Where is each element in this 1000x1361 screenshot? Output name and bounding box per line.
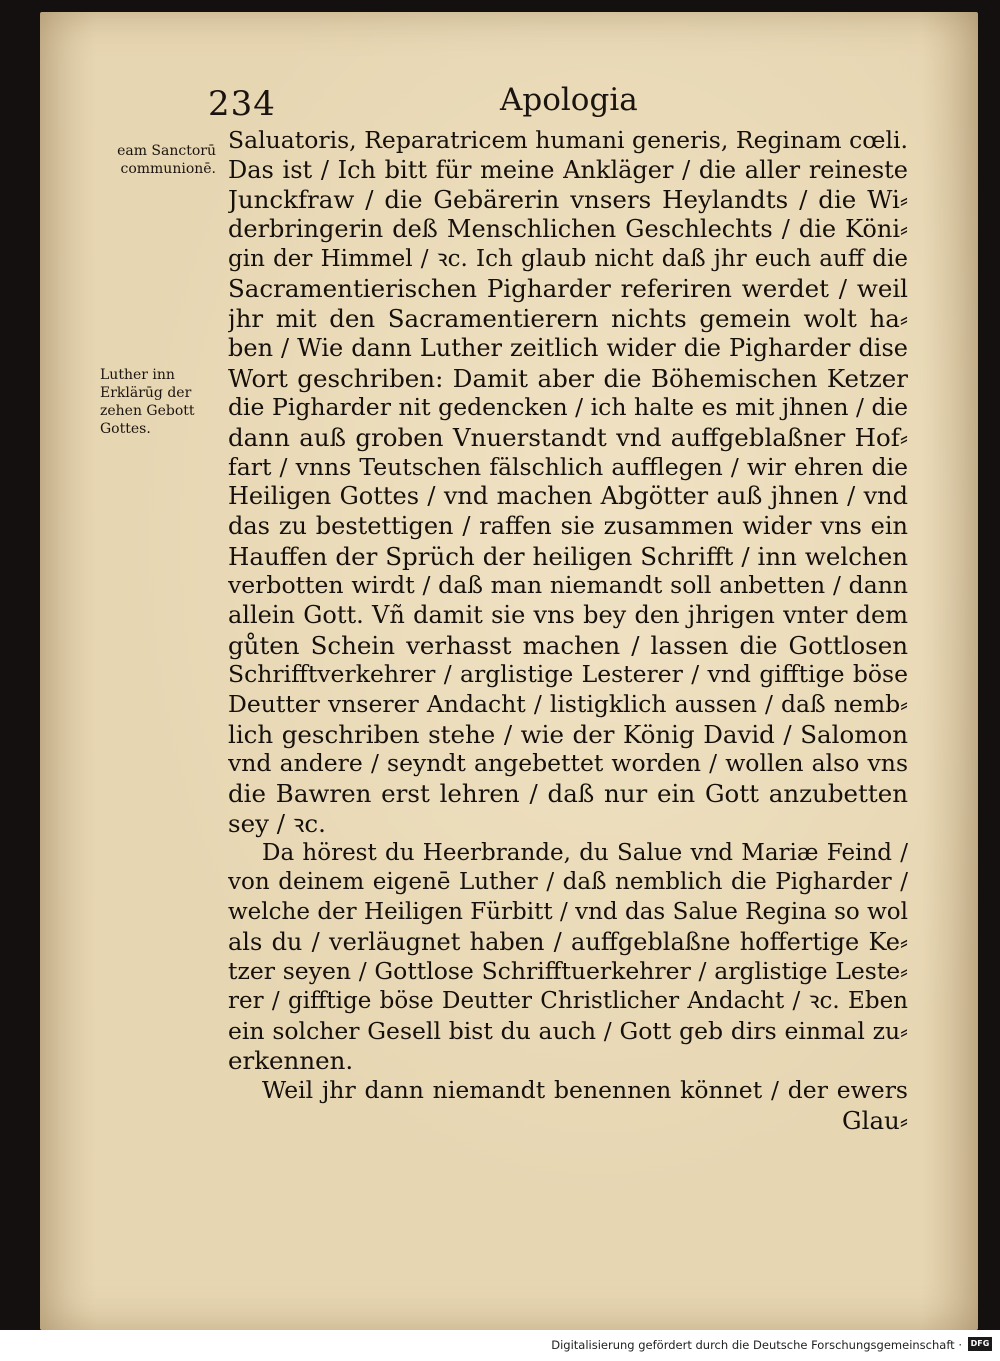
marginal-note-line: Gottes. xyxy=(100,421,151,437)
text-line: Schrifftverkehrer / arglistige Lesterer / vnd gifftige böse xyxy=(228,660,908,689)
running-head: Apologia xyxy=(500,82,638,118)
text-line: ein solcher Gesell bist du auch / Gott geb dirs einmal zu⸗ xyxy=(228,1016,908,1045)
body-text xyxy=(228,126,908,1135)
text-line: tzer seyen / Gottlose Schrifftuerkehrer / arglistige Leste⸗ xyxy=(228,957,908,986)
marginal-note-line: communionē. xyxy=(120,161,216,177)
text-line: das zu bestettigen / raffen sie zusammen wider vns ein xyxy=(228,511,908,540)
text-line: erkennen. xyxy=(228,1046,354,1076)
footer-bar xyxy=(0,1330,1000,1361)
marginal-note-communion xyxy=(94,142,216,178)
text-line: fart / vnns Teutschen fälschlich aufflegen / wir ehren die xyxy=(228,452,908,481)
text-line: vnd andere / seyndt angebettet worden / wollen also vns xyxy=(228,749,908,778)
marginal-note-line: Erklärūg der xyxy=(100,385,192,401)
text-line: Wort geschriben: Damit aber die Böhemischen Ketzer xyxy=(228,363,908,393)
dfg-logo: DFG xyxy=(968,1337,992,1351)
marginal-note-luther xyxy=(100,366,218,438)
page-number: 234 xyxy=(208,84,276,124)
text-line: Das ist / Ich bitt für meine Ankläger / die aller reineste xyxy=(228,155,908,184)
catchword: Glau⸗ xyxy=(842,1105,908,1135)
text-line: sey / ꝛc. xyxy=(228,808,326,838)
text-line: von deinem eigenē Luther / daß nemblich die Pigharder / xyxy=(228,869,908,896)
marginal-note-line: zehen Gebott xyxy=(100,403,195,419)
text-line: gůten Schein verhasst machen / lassen die Gottlosen xyxy=(228,630,908,660)
text-line: dann auß groben Vnuerstandt vnd auffgeblaßner Hof⸗ xyxy=(228,422,908,452)
text-line: Junckfraw / die Gebärerin vnsers Heylandts / die Wi⸗ xyxy=(228,185,908,215)
text-line: derbringerin deß Menschlichen Geschlechts / die Köni⸗ xyxy=(228,215,908,244)
text-line: Deutter vnserer Andacht / listigklich aussen / daß nemb⸗ xyxy=(228,690,908,719)
text-line: verbotten wirdt / daß man niemandt soll anbetten / dann xyxy=(228,571,908,600)
text-line: als du / verläugnet haben / auffgeblaßne hoffertige Ke⸗ xyxy=(228,927,908,956)
text-line: die Bawren erst lehren / daß nur ein Gott anzubetten xyxy=(228,779,908,809)
text-line: Da hörest du Heerbrande, du Salue vnd Mariæ Feind / xyxy=(262,839,908,866)
funding-credit: Digitalisierung gefördert durch die Deutsche Forschungsgemeinschaft · xyxy=(551,1338,962,1352)
text-line: Sacramentierischen Pigharder referiren werdet / weil xyxy=(228,274,908,304)
text-line: allein Gott. Vñ damit sie vns bey den jhrigen vnter dem xyxy=(228,601,908,629)
text-line: Weil jhr dann niemandt benennen könnet / der ewers xyxy=(262,1076,908,1104)
text-line: jhr mit den Sacramentierern nichts gemein wolt ha⸗ xyxy=(228,304,908,334)
text-line: rer / gifftige böse Deutter Christlicher Andacht / ꝛc. Eben xyxy=(228,987,908,1014)
text-line: Heiligen Gottes / vnd machen Abgötter auß jhnen / vnd xyxy=(228,482,908,511)
text-line: Saluatoris, Reparatricem humani generis, Reginam cœli. xyxy=(228,126,908,154)
marginal-note-line: eam Sanctorū xyxy=(117,143,216,159)
text-line: lich geschriben stehe / wie der König David / Salomon xyxy=(228,719,908,749)
text-line: ben / Wie dann Luther zeitlich wider die Pigharder dise xyxy=(228,333,908,362)
text-line: Hauffen der Sprüch der heiligen Schrifft / inn welchen xyxy=(228,541,908,571)
text-line: gin der Himmel / ꝛc. Ich glaub nicht daß jhr euch auff die xyxy=(228,245,908,272)
text-line: die Pigharder nit gedencken / ich halte es mit jhnen / die xyxy=(228,393,908,422)
marginal-note-line: Luther inn xyxy=(100,367,175,383)
text-line: welche der Heiligen Fürbitt / vnd das Salue Regina so wol xyxy=(228,898,908,925)
